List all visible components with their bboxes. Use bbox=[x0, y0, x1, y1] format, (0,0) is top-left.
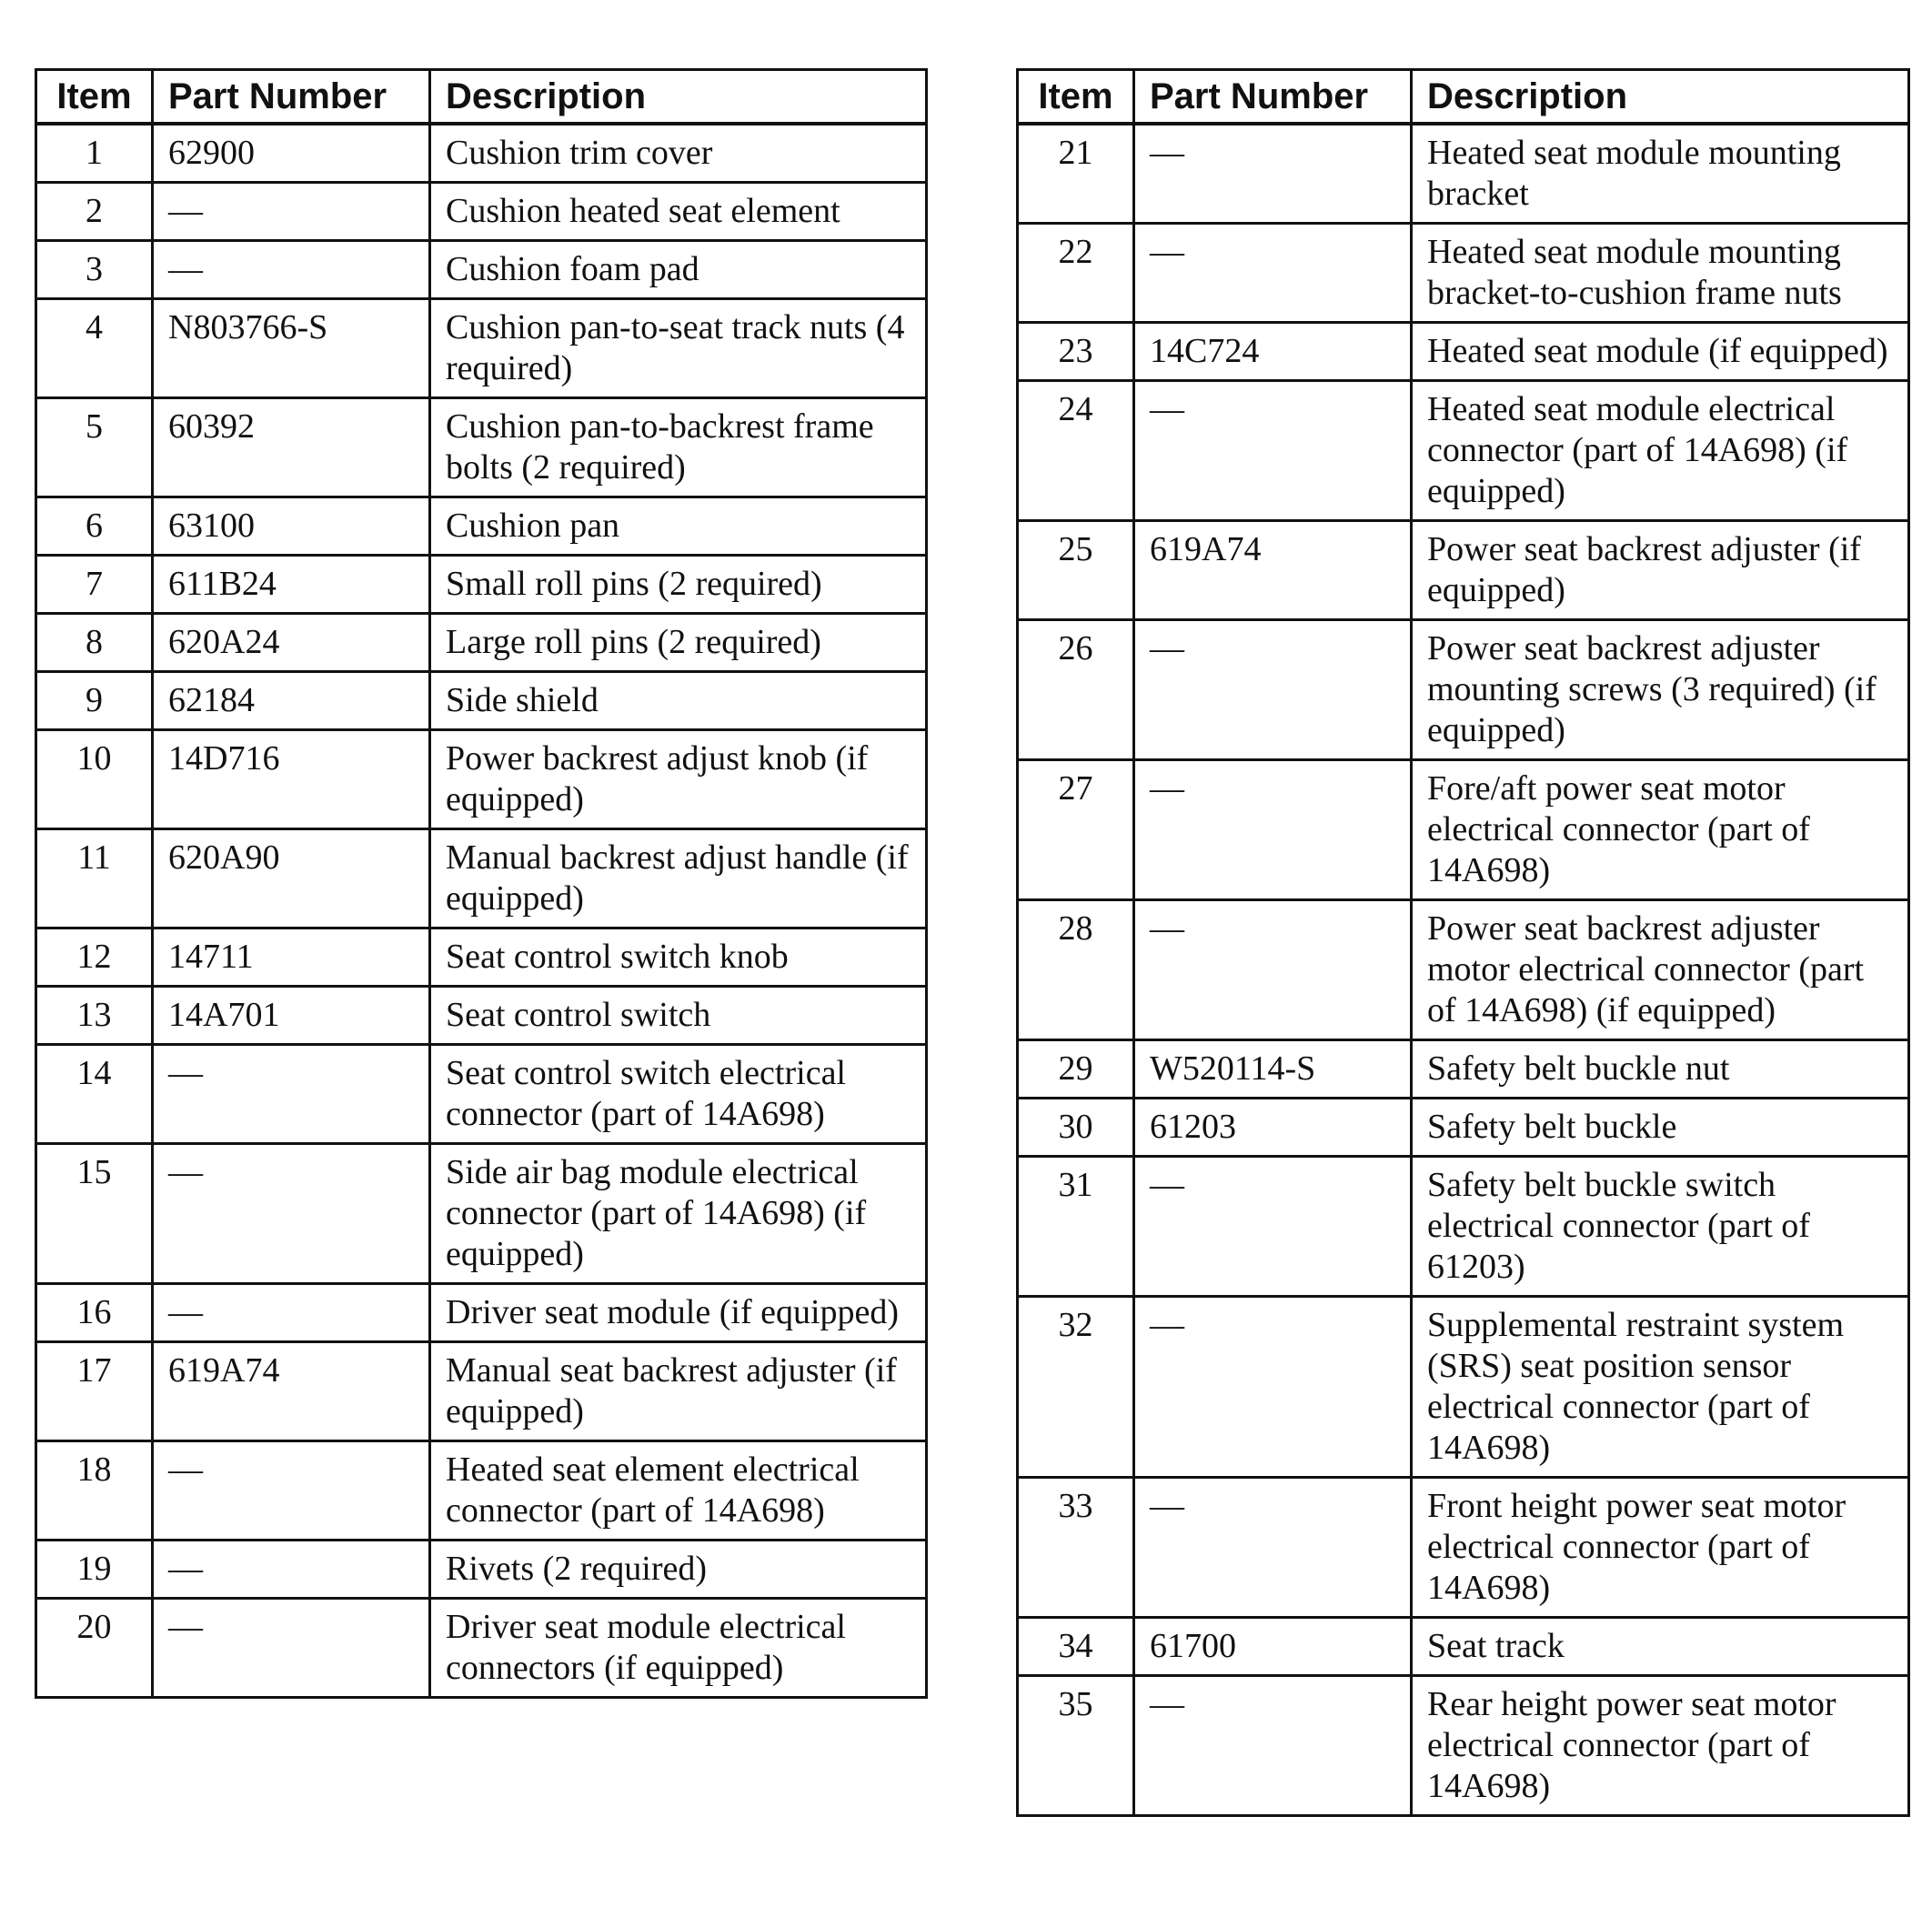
part-number-cell: 62900 bbox=[153, 124, 430, 183]
description-cell: Seat control switch knob bbox=[430, 928, 927, 987]
description-cell: Cushion foam pad bbox=[430, 241, 927, 299]
item-cell: 6 bbox=[36, 497, 153, 556]
item-cell: 5 bbox=[36, 398, 153, 497]
table-row bbox=[1018, 1040, 1909, 1099]
item-cell: 12 bbox=[36, 928, 153, 987]
description-cell: Power seat backrest adjuster (if equipped) bbox=[1412, 521, 1909, 620]
table-row bbox=[36, 398, 927, 497]
part-number-cell: — bbox=[1134, 381, 1412, 521]
table-row bbox=[36, 829, 927, 928]
item-cell: 10 bbox=[36, 730, 153, 829]
table-row bbox=[36, 183, 927, 241]
table-row bbox=[1018, 1099, 1909, 1157]
header-row bbox=[1018, 70, 1909, 125]
description-cell: Side air bag module electrical connector (part of 14A698) (if equipped) bbox=[430, 1144, 927, 1284]
item-cell: 16 bbox=[36, 1284, 153, 1342]
part-number-cell: 611B24 bbox=[153, 556, 430, 614]
description-cell: Small roll pins (2 required) bbox=[430, 556, 927, 614]
header-row bbox=[36, 70, 927, 125]
description-cell: Rear height power seat motor electrical connector (part of 14A698) bbox=[1412, 1676, 1909, 1816]
item-cell: 26 bbox=[1018, 620, 1134, 760]
item-cell: 21 bbox=[1018, 124, 1134, 224]
part-number-cell: — bbox=[1134, 1676, 1412, 1816]
table-row bbox=[36, 1284, 927, 1342]
part-number-cell: 14C724 bbox=[1134, 323, 1412, 381]
part-number-cell: — bbox=[153, 1284, 430, 1342]
item-cell: 9 bbox=[36, 672, 153, 730]
part-number-cell: — bbox=[1134, 760, 1412, 900]
part-number-cell: — bbox=[1134, 1297, 1412, 1478]
item-cell: 31 bbox=[1018, 1157, 1134, 1297]
item-cell: 32 bbox=[1018, 1297, 1134, 1478]
description-cell: Seat control switch electrical connector (part of 14A698) bbox=[430, 1045, 927, 1144]
item-cell: 34 bbox=[1018, 1618, 1134, 1676]
parts-table-right bbox=[1016, 68, 1910, 1817]
table-row bbox=[36, 730, 927, 829]
part-number-cell: — bbox=[1134, 620, 1412, 760]
item-cell: 33 bbox=[1018, 1478, 1134, 1618]
description-cell: Driver seat module electrical connectors (if equipped) bbox=[430, 1599, 927, 1698]
part-number-cell: — bbox=[153, 1541, 430, 1599]
item-cell: 18 bbox=[36, 1441, 153, 1541]
part-number-cell: 61203 bbox=[1134, 1099, 1412, 1157]
part-number-cell: 63100 bbox=[153, 497, 430, 556]
part-number-cell: — bbox=[153, 1045, 430, 1144]
table-row bbox=[1018, 900, 1909, 1040]
part-number-cell: — bbox=[1134, 224, 1412, 323]
part-number-cell: W520114-S bbox=[1134, 1040, 1412, 1099]
table-row bbox=[1018, 124, 1909, 224]
table-row bbox=[36, 1599, 927, 1698]
description-cell: Side shield bbox=[430, 672, 927, 730]
part-number-cell: 620A90 bbox=[153, 829, 430, 928]
description-cell: Seat track bbox=[1412, 1618, 1909, 1676]
column-header-description: Description bbox=[430, 70, 927, 125]
table-row bbox=[36, 299, 927, 398]
table-row bbox=[36, 1441, 927, 1541]
part-number-cell: N803766-S bbox=[153, 299, 430, 398]
table-row bbox=[36, 987, 927, 1045]
table-row bbox=[1018, 323, 1909, 381]
description-cell: Front height power seat motor electrical connector (part of 14A698) bbox=[1412, 1478, 1909, 1618]
description-cell: Heated seat element electrical connector (part of 14A698) bbox=[430, 1441, 927, 1541]
description-cell: Cushion pan-to-seat track nuts (4 required) bbox=[430, 299, 927, 398]
item-cell: 2 bbox=[36, 183, 153, 241]
table-row bbox=[36, 1045, 927, 1144]
table-row bbox=[36, 1541, 927, 1599]
column-header-description: Description bbox=[1412, 70, 1909, 125]
item-cell: 22 bbox=[1018, 224, 1134, 323]
description-cell: Manual seat backrest adjuster (if equipped) bbox=[430, 1342, 927, 1441]
part-number-cell: 14A701 bbox=[153, 987, 430, 1045]
description-cell: Power seat backrest adjuster motor electrical connector (part of 14A698) (if equipped) bbox=[1412, 900, 1909, 1040]
part-number-cell: — bbox=[153, 241, 430, 299]
item-cell: 35 bbox=[1018, 1676, 1134, 1816]
item-cell: 27 bbox=[1018, 760, 1134, 900]
table-row bbox=[36, 241, 927, 299]
description-cell: Cushion pan bbox=[430, 497, 927, 556]
table-row bbox=[36, 497, 927, 556]
description-cell: Cushion pan-to-backrest frame bolts (2 required) bbox=[430, 398, 927, 497]
description-cell: Heated seat module mounting bracket bbox=[1412, 124, 1909, 224]
table-row bbox=[36, 672, 927, 730]
description-cell: Driver seat module (if equipped) bbox=[430, 1284, 927, 1342]
item-cell: 20 bbox=[36, 1599, 153, 1698]
item-cell: 24 bbox=[1018, 381, 1134, 521]
description-cell: Fore/aft power seat motor electrical connector (part of 14A698) bbox=[1412, 760, 1909, 900]
part-number-cell: — bbox=[153, 1441, 430, 1541]
table-row bbox=[1018, 1478, 1909, 1618]
item-cell: 23 bbox=[1018, 323, 1134, 381]
description-cell: Cushion heated seat element bbox=[430, 183, 927, 241]
description-cell: Safety belt buckle bbox=[1412, 1099, 1909, 1157]
description-cell: Cushion trim cover bbox=[430, 124, 927, 183]
table-row bbox=[36, 124, 927, 183]
description-cell: Manual backrest adjust handle (if equipped) bbox=[430, 829, 927, 928]
item-cell: 17 bbox=[36, 1342, 153, 1441]
part-number-cell: — bbox=[1134, 1157, 1412, 1297]
item-cell: 25 bbox=[1018, 521, 1134, 620]
part-number-cell: — bbox=[1134, 900, 1412, 1040]
table-row bbox=[36, 928, 927, 987]
table-row bbox=[1018, 224, 1909, 323]
table-row bbox=[36, 556, 927, 614]
item-cell: 11 bbox=[36, 829, 153, 928]
part-number-cell: 620A24 bbox=[153, 614, 430, 672]
part-number-cell: 60392 bbox=[153, 398, 430, 497]
item-cell: 8 bbox=[36, 614, 153, 672]
parts-table-left bbox=[35, 68, 928, 1699]
part-number-cell: 14711 bbox=[153, 928, 430, 987]
item-cell: 13 bbox=[36, 987, 153, 1045]
item-cell: 7 bbox=[36, 556, 153, 614]
column-header-part-number: Part Number bbox=[153, 70, 430, 125]
table-row bbox=[1018, 1157, 1909, 1297]
part-number-cell: — bbox=[153, 1144, 430, 1284]
part-number-cell: 62184 bbox=[153, 672, 430, 730]
table-row bbox=[1018, 760, 1909, 900]
column-header-item: Item bbox=[1018, 70, 1134, 125]
item-cell: 4 bbox=[36, 299, 153, 398]
description-cell: Heated seat module (if equipped) bbox=[1412, 323, 1909, 381]
description-cell: Seat control switch bbox=[430, 987, 927, 1045]
description-cell: Safety belt buckle switch electrical connector (part of 61203) bbox=[1412, 1157, 1909, 1297]
table-row bbox=[1018, 1676, 1909, 1816]
table-row bbox=[1018, 1618, 1909, 1676]
column-header-part-number: Part Number bbox=[1134, 70, 1412, 125]
part-number-cell: 14D716 bbox=[153, 730, 430, 829]
table-row bbox=[1018, 1297, 1909, 1478]
item-cell: 30 bbox=[1018, 1099, 1134, 1157]
description-cell: Heated seat module electrical connector (part of 14A698) (if equipped) bbox=[1412, 381, 1909, 521]
part-number-cell: 619A74 bbox=[153, 1342, 430, 1441]
item-cell: 28 bbox=[1018, 900, 1134, 1040]
part-number-cell: — bbox=[153, 183, 430, 241]
column-header-item: Item bbox=[36, 70, 153, 125]
item-cell: 14 bbox=[36, 1045, 153, 1144]
part-number-cell: — bbox=[1134, 1478, 1412, 1618]
part-number-cell: 619A74 bbox=[1134, 521, 1412, 620]
table-row bbox=[1018, 381, 1909, 521]
table-row bbox=[36, 1144, 927, 1284]
description-cell: Safety belt buckle nut bbox=[1412, 1040, 1909, 1099]
item-cell: 3 bbox=[36, 241, 153, 299]
description-cell: Heated seat module mounting bracket-to-cushion frame nuts bbox=[1412, 224, 1909, 323]
table-row bbox=[36, 614, 927, 672]
part-number-cell: 61700 bbox=[1134, 1618, 1412, 1676]
description-cell: Large roll pins (2 required) bbox=[430, 614, 927, 672]
description-cell: Rivets (2 required) bbox=[430, 1541, 927, 1599]
item-cell: 29 bbox=[1018, 1040, 1134, 1099]
item-cell: 19 bbox=[36, 1541, 153, 1599]
description-cell: Power seat backrest adjuster mounting screws (3 required) (if equipped) bbox=[1412, 620, 1909, 760]
part-number-cell: — bbox=[1134, 124, 1412, 224]
item-cell: 15 bbox=[36, 1144, 153, 1284]
part-number-cell: — bbox=[153, 1599, 430, 1698]
table-row bbox=[1018, 620, 1909, 760]
description-cell: Supplemental restraint system (SRS) seat position sensor electrical connector (part of 14A698) bbox=[1412, 1297, 1909, 1478]
table-row bbox=[36, 1342, 927, 1441]
item-cell: 1 bbox=[36, 124, 153, 183]
description-cell: Power backrest adjust knob (if equipped) bbox=[430, 730, 927, 829]
table-row bbox=[1018, 521, 1909, 620]
